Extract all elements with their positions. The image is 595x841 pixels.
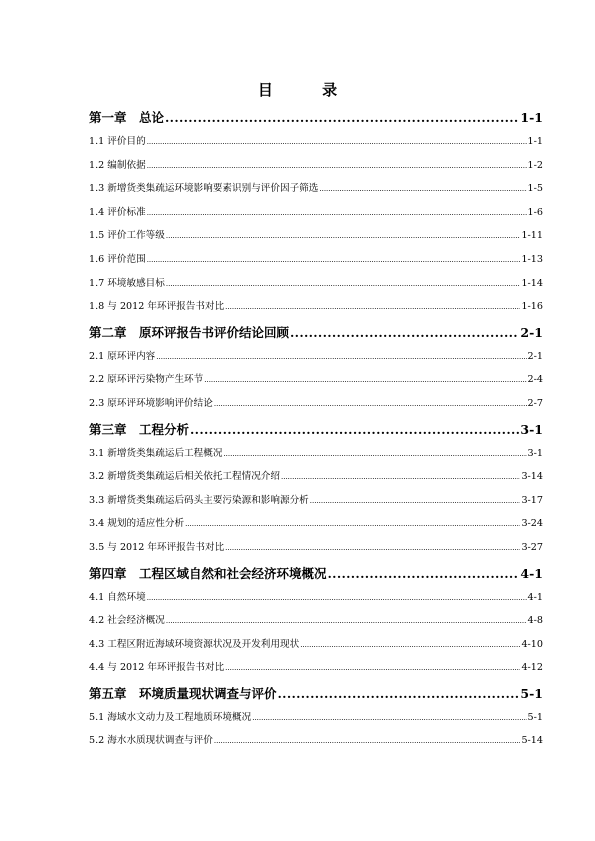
toc-entry-label: 第二章 原环评报告书评价结论回顾 (89, 324, 290, 340)
toc-entry-page-number: 5-1 (527, 711, 543, 723)
dot-leader (319, 177, 526, 201)
dot-leader (147, 154, 527, 178)
dot-leader (278, 682, 520, 706)
dot-leader (147, 248, 521, 272)
toc-entry-page-number: 3-24 (521, 518, 543, 530)
toc-entry-label: 1.6 评价范围 (89, 253, 146, 265)
toc-entry-label: 5.2 海水水质现状调查与评价 (89, 735, 213, 747)
toc-title: 目 录 (257, 81, 360, 99)
dot-leader (214, 729, 521, 753)
toc-entry-label: 4.3 工程区附近海域环境资源状况及开发利用现状 (89, 638, 300, 650)
toc-entry-label: 1.7 环境敏感目标 (89, 277, 165, 289)
dot-leader (204, 368, 526, 392)
toc-entry-page-number: 4-8 (527, 615, 543, 627)
toc-entry-label: 2.3 原环评环境影响评价结论 (89, 397, 213, 409)
dot-leader (310, 489, 521, 513)
toc-chapter-entry[interactable] (89, 682, 543, 706)
toc-entry-label: 3.3 新增货类集疏运后码头主要污染源和影响源分析 (89, 494, 309, 506)
dot-leader (225, 656, 520, 680)
toc-entry-page-number: 1-6 (527, 206, 543, 218)
table-of-contents (89, 104, 543, 753)
dot-leader (166, 272, 521, 296)
toc-entry-page-number: 1-14 (521, 277, 543, 289)
toc-section-entry[interactable] (89, 272, 543, 296)
toc-section-entry[interactable] (89, 633, 543, 657)
toc-entry-label: 4.1 自然环境 (89, 591, 146, 603)
toc-section-entry[interactable] (89, 442, 543, 466)
toc-section-entry[interactable] (89, 489, 543, 513)
toc-section-entry[interactable] (89, 345, 543, 369)
toc-section-entry[interactable] (89, 586, 543, 610)
toc-entry-label: 1.1 评价目的 (89, 136, 146, 147)
toc-entry-page-number: 1-5 (527, 183, 543, 195)
dot-leader (147, 130, 527, 154)
toc-entry-page-number: 1-16 (521, 301, 543, 313)
toc-entry-label: 3.5 与 2012 年环评报告书对比 (89, 541, 225, 553)
toc-entry-label: 3.4 规划的适应性分析 (89, 518, 185, 530)
toc-section-entry[interactable] (89, 512, 543, 536)
toc-entry-label: 2.2 原环评污染物产生环节 (89, 374, 204, 386)
toc-entry-page-number: 1-1 (527, 136, 543, 147)
toc-entry-page-number: 1-1 (520, 110, 543, 125)
toc-section-entry[interactable] (89, 368, 543, 392)
dot-leader (147, 201, 527, 225)
toc-entry-label: 1.2 编制依据 (89, 159, 146, 171)
toc-entry-page-number: 2-7 (527, 397, 543, 409)
toc-entry-page-number: 5-14 (521, 735, 543, 747)
toc-section-entry[interactable] (89, 248, 543, 272)
dot-leader (156, 345, 526, 369)
toc-entry-page-number: 4-1 (527, 591, 543, 603)
toc-entry-page-number: 3-27 (521, 541, 543, 553)
toc-entry-label: 1.8 与 2012 年环评报告书对比 (89, 301, 225, 313)
dot-leader (290, 321, 519, 345)
toc-entry-page-number: 2-1 (520, 324, 543, 340)
toc-section-entry[interactable] (89, 729, 543, 753)
toc-entry-label: 4.2 社会经济概况 (89, 615, 165, 627)
dot-leader (281, 465, 520, 489)
toc-section-entry[interactable] (89, 224, 543, 248)
toc-entry-label: 1.4 评价标准 (89, 206, 146, 218)
dot-leader (166, 224, 521, 248)
toc-section-entry[interactable] (89, 177, 543, 201)
toc-entry-page-number: 2-4 (527, 374, 543, 386)
toc-entry-label: 1.3 新增货类集疏运环境影响要素识别与评价因子筛选 (89, 183, 319, 195)
toc-entry-label: 第五章 环境质量现状调查与评价 (89, 685, 277, 701)
toc-section-entry[interactable] (89, 130, 543, 154)
toc-section-entry[interactable] (89, 154, 543, 178)
toc-entry-label: 5.1 海域水文动力及工程地质环境概况 (89, 711, 252, 723)
dot-leader (190, 418, 519, 442)
toc-entry-page-number: 4-10 (521, 638, 543, 650)
toc-entry-label: 第三章 工程分析 (89, 421, 190, 437)
dot-leader (300, 633, 520, 657)
dot-leader (166, 609, 527, 633)
toc-entry-page-number: 3-1 (527, 447, 543, 459)
dot-leader (165, 106, 519, 130)
toc-section-entry[interactable] (89, 706, 543, 730)
toc-entry-page-number: 3-17 (521, 494, 543, 506)
toc-section-entry[interactable] (89, 656, 543, 680)
dot-leader (223, 442, 526, 466)
dot-leader (252, 706, 526, 730)
toc-entry-page-number: 4-12 (521, 662, 543, 674)
toc-entry-page-number: 5-1 (520, 685, 543, 701)
dot-leader (225, 536, 520, 560)
dot-leader (225, 295, 520, 319)
toc-entry-page-number: 2-1 (527, 350, 543, 362)
dot-leader (328, 562, 520, 586)
dot-leader (214, 392, 527, 416)
toc-chapter-entry[interactable] (89, 106, 543, 130)
toc-section-entry[interactable] (89, 392, 543, 416)
toc-section-entry[interactable] (89, 295, 543, 319)
toc-entry-label: 2.1 原环评内容 (89, 350, 156, 362)
toc-entry-page-number: 1-13 (521, 253, 543, 265)
dot-leader (185, 512, 520, 536)
toc-section-entry[interactable] (89, 536, 543, 560)
toc-entry-label: 第一章 总论 (89, 110, 165, 125)
toc-entry-page-number: 4-1 (520, 565, 543, 581)
toc-entry-page-number: 3-14 (521, 471, 543, 483)
toc-entry-page-number: 1-2 (527, 159, 543, 171)
toc-chapter-entry[interactable] (89, 562, 543, 586)
toc-entry-label: 3.2 新增货类集疏运后相关依托工程情况介绍 (89, 471, 280, 483)
toc-section-entry[interactable] (89, 609, 543, 633)
toc-entry-page-number: 3-1 (520, 421, 543, 437)
dot-leader (147, 586, 527, 610)
toc-chapter-entry[interactable] (89, 418, 543, 442)
toc-entry-label: 第四章 工程区域自然和社会经济环境概况 (89, 565, 327, 581)
toc-entry-label: 3.1 新增货类集疏运后工程概况 (89, 447, 223, 459)
toc-section-entry[interactable] (89, 465, 543, 489)
toc-entry-label: 4.4 与 2012 年环评报告书对比 (89, 662, 225, 674)
toc-section-entry[interactable] (89, 201, 543, 225)
toc-chapter-entry[interactable] (89, 321, 543, 345)
toc-entry-page-number: 1-11 (521, 230, 543, 242)
toc-entry-label: 1.5 评价工作等级 (89, 230, 165, 242)
